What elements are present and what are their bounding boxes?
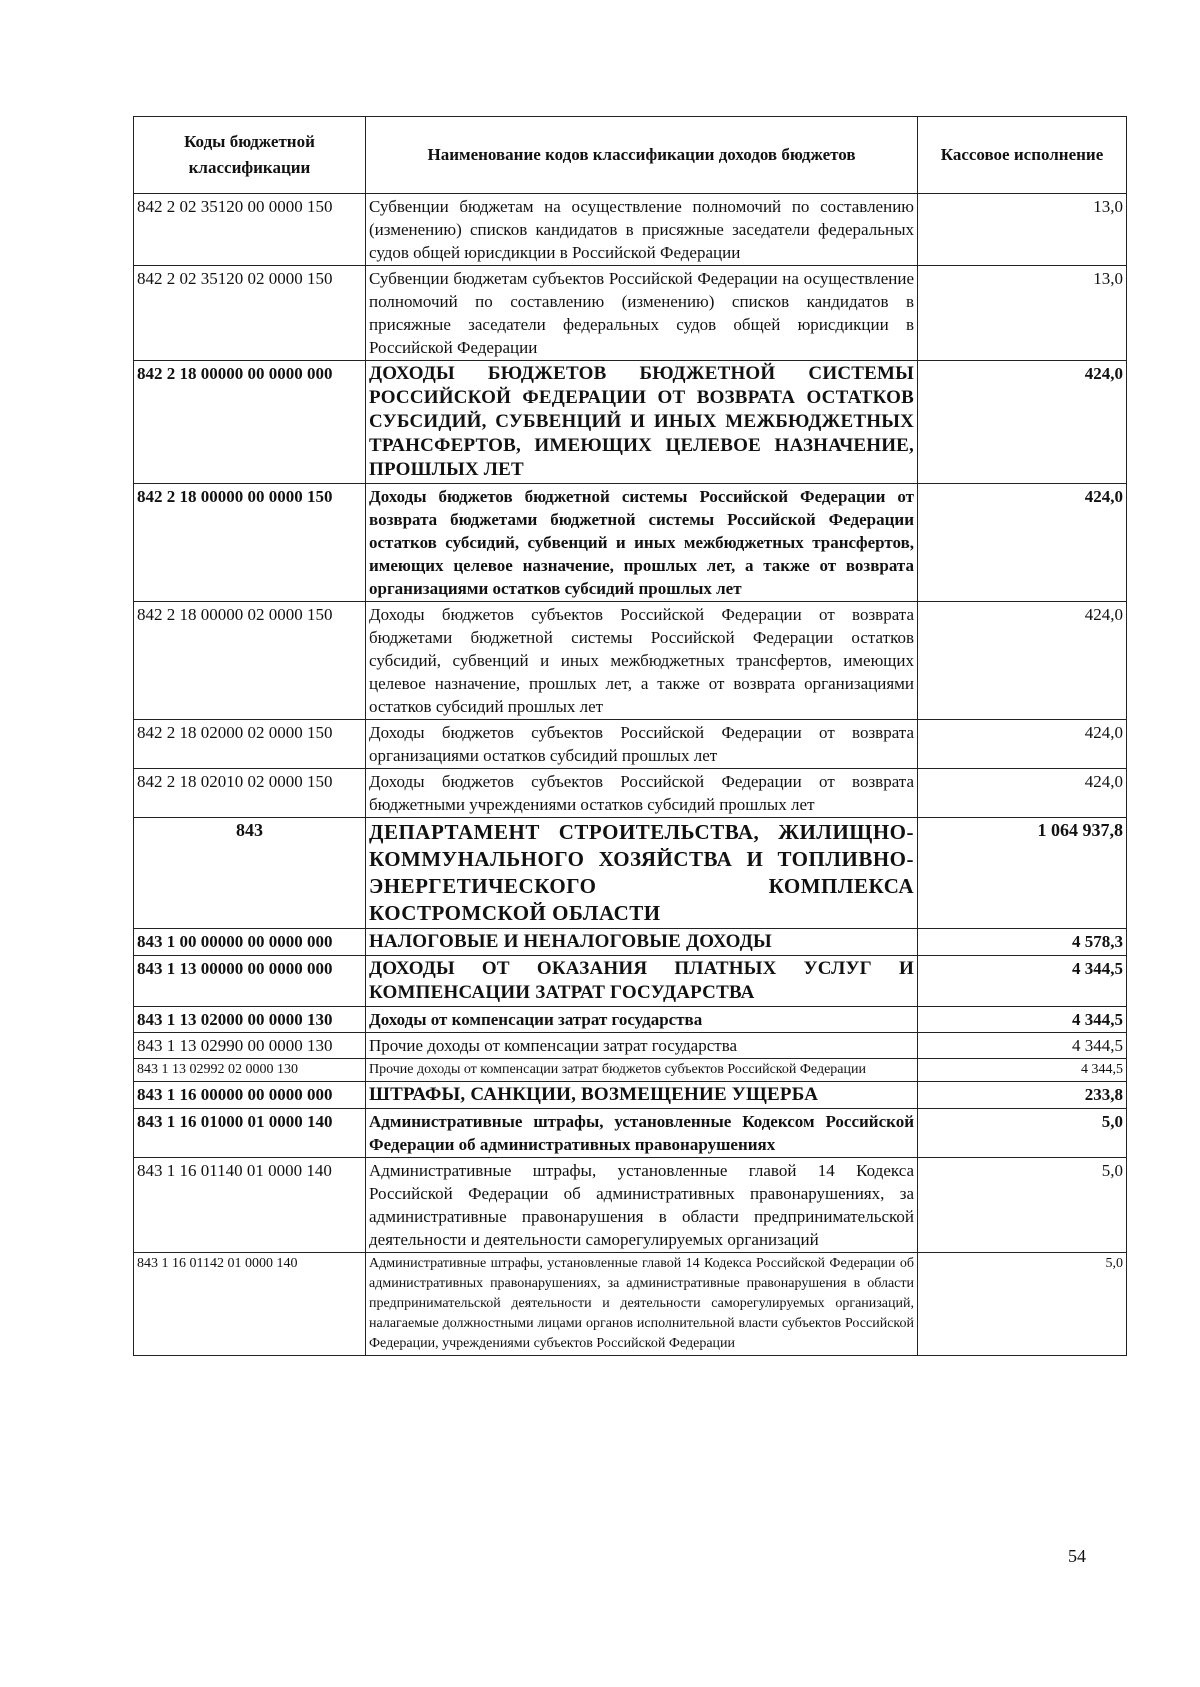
row-amount: 13,0 bbox=[918, 266, 1127, 361]
table-header-row bbox=[134, 117, 1127, 194]
row-amount: 424,0 bbox=[918, 484, 1127, 602]
table-row bbox=[134, 484, 1127, 602]
row-code: 842 2 18 00000 00 0000 150 bbox=[134, 484, 366, 602]
row-amount: 4 344,5 bbox=[918, 1007, 1127, 1033]
table-row bbox=[134, 1109, 1127, 1158]
row-code: 842 2 18 00000 00 0000 000 bbox=[134, 361, 366, 484]
row-name: Доходы от компенсации затрат государства bbox=[366, 1007, 918, 1033]
row-code: 842 2 18 02000 02 0000 150 bbox=[134, 720, 366, 769]
table-row bbox=[134, 1253, 1127, 1356]
row-amount: 233,8 bbox=[918, 1082, 1127, 1109]
row-name: Прочие доходы от компенсации затрат бюджетов субъектов Российской Федерации bbox=[366, 1059, 918, 1082]
row-name: Административные штрафы, установленные главой 14 Кодекса Российской Федерации об административных правонарушениях, за административные правонарушения в области предпринимательской деятельности и деятельности саморегулируемых организаций, налагаемые должностными лицами органов исполнительной власти субъектов Российской Федерации, учреждениями субъектов Российской Федерации bbox=[366, 1253, 918, 1356]
row-code: 843 1 16 00000 00 0000 000 bbox=[134, 1082, 366, 1109]
row-amount: 4 344,5 bbox=[918, 956, 1127, 1007]
table-row bbox=[134, 769, 1127, 818]
table-row bbox=[134, 361, 1127, 484]
row-amount: 5,0 bbox=[918, 1109, 1127, 1158]
row-name: Доходы бюджетов субъектов Российской Федерации от возврата бюджетами бюджетной системы Российской Федерации остатков субсидий, субвенций и иных межбюджетных трансфертов, имеющих целевое назначение, прошлых лет, а также от возврата организациями остатков субсидий прошлых лет bbox=[366, 602, 918, 720]
row-amount: 424,0 bbox=[918, 720, 1127, 769]
row-name: Административные штрафы, установленные Кодексом Российской Федерации об административных правонарушениях bbox=[366, 1109, 918, 1158]
row-name: Прочие доходы от компенсации затрат государства bbox=[366, 1033, 918, 1059]
row-name: ДЕПАРТАМЕНТ СТРОИТЕЛЬСТВА, ЖИЛИЩНО-КОММУНАЛЬНОГО ХОЗЯЙСТВА И ТОПЛИВНО-ЭНЕРГЕТИЧЕСКОГО КОМПЛЕКСА КОСТРОМСКОЙ ОБЛАСТИ bbox=[366, 818, 918, 929]
row-name: Доходы бюджетов бюджетной системы Российской Федерации от возврата бюджетами бюджетной системы Российской Федерации остатков субсидий, субвенций и иных межбюджетных трансфертов, имеющих целевое назначение, прошлых лет, а также от возврата организациями остатков субсидий прошлых лет bbox=[366, 484, 918, 602]
row-name: Субвенции бюджетам на осуществление полномочий по составлению (изменению) списков кандидатов в присяжные заседатели федеральных судов общей юрисдикции в Российской Федерации bbox=[366, 194, 918, 266]
row-code: 843 1 13 00000 00 0000 000 bbox=[134, 956, 366, 1007]
row-name: Доходы бюджетов субъектов Российской Федерации от возврата бюджетными учреждениями остатков субсидий прошлых лет bbox=[366, 769, 918, 818]
row-amount: 424,0 bbox=[918, 361, 1127, 484]
row-code: 842 2 02 35120 00 0000 150 bbox=[134, 194, 366, 266]
row-code: 842 2 18 00000 02 0000 150 bbox=[134, 602, 366, 720]
row-amount: 4 344,5 bbox=[918, 1033, 1127, 1059]
table-row bbox=[134, 602, 1127, 720]
table-row bbox=[134, 818, 1127, 929]
row-amount: 13,0 bbox=[918, 194, 1127, 266]
row-code: 843 bbox=[134, 818, 366, 929]
row-name: ДОХОДЫ БЮДЖЕТОВ БЮДЖЕТНОЙ СИСТЕМЫ РОССИЙСКОЙ ФЕДЕРАЦИИ ОТ ВОЗВРАТА ОСТАТКОВ СУБСИДИЙ, СУБВЕНЦИЙ И ИНЫХ МЕЖБЮДЖЕТНЫХ ТРАНСФЕРТОВ, ИМЕЮЩИХ ЦЕЛЕВОЕ НАЗНАЧЕНИЕ, ПРОШЛЫХ ЛЕТ bbox=[366, 361, 918, 484]
row-code: 842 2 18 02010 02 0000 150 bbox=[134, 769, 366, 818]
row-code: 843 1 16 01140 01 0000 140 bbox=[134, 1158, 366, 1253]
row-amount: 4 578,3 bbox=[918, 929, 1127, 956]
table-row bbox=[134, 720, 1127, 769]
row-amount: 1 064 937,8 bbox=[918, 818, 1127, 929]
row-code: 843 1 13 02000 00 0000 130 bbox=[134, 1007, 366, 1033]
header-name: Наименование кодов классификации доходов бюджетов bbox=[366, 117, 918, 194]
table-row bbox=[134, 1059, 1127, 1082]
row-code: 842 2 02 35120 02 0000 150 bbox=[134, 266, 366, 361]
row-name: Административные штрафы, установленные главой 14 Кодекса Российской Федерации об административных правонарушениях, за административные правонарушения в области предпринимательской деятельности и деятельности саморегулируемых организаций bbox=[366, 1158, 918, 1253]
table-row bbox=[134, 929, 1127, 956]
table-row bbox=[134, 1082, 1127, 1109]
header-amount: Кассовое исполнение bbox=[918, 117, 1127, 194]
page-number: 54 bbox=[1068, 1546, 1086, 1566]
table-row bbox=[134, 1033, 1127, 1059]
table-row bbox=[134, 194, 1127, 266]
table-body bbox=[134, 194, 1127, 1356]
row-name: ДОХОДЫ ОТ ОКАЗАНИЯ ПЛАТНЫХ УСЛУГ И КОМПЕНСАЦИИ ЗАТРАТ ГОСУДАРСТВА bbox=[366, 956, 918, 1007]
revenue-table bbox=[133, 116, 1127, 1356]
row-amount: 424,0 bbox=[918, 602, 1127, 720]
row-amount: 4 344,5 bbox=[918, 1059, 1127, 1082]
row-code: 843 1 13 02990 00 0000 130 bbox=[134, 1033, 366, 1059]
header-code: Коды бюджетной классификации bbox=[134, 117, 366, 194]
row-name: ШТРАФЫ, САНКЦИИ, ВОЗМЕЩЕНИЕ УЩЕРБА bbox=[366, 1082, 918, 1109]
row-code: 843 1 13 02992 02 0000 130 bbox=[134, 1059, 366, 1082]
row-name: НАЛОГОВЫЕ И НЕНАЛОГОВЫЕ ДОХОДЫ bbox=[366, 929, 918, 956]
row-amount: 424,0 bbox=[918, 769, 1127, 818]
row-code: 843 1 16 01000 01 0000 140 bbox=[134, 1109, 366, 1158]
table-row bbox=[134, 1158, 1127, 1253]
table-row bbox=[134, 1007, 1127, 1033]
row-amount: 5,0 bbox=[918, 1253, 1127, 1356]
row-amount: 5,0 bbox=[918, 1158, 1127, 1253]
table-row bbox=[134, 266, 1127, 361]
row-name: Доходы бюджетов субъектов Российской Федерации от возврата организациями остатков субсидий прошлых лет bbox=[366, 720, 918, 769]
row-code: 843 1 00 00000 00 0000 000 bbox=[134, 929, 366, 956]
table-row bbox=[134, 956, 1127, 1007]
row-code: 843 1 16 01142 01 0000 140 bbox=[134, 1253, 366, 1356]
row-name: Субвенции бюджетам субъектов Российской Федерации на осуществление полномочий по составлению (изменению) списков кандидатов в присяжные заседатели федеральных судов общей юрисдикции в Российской Федерации bbox=[366, 266, 918, 361]
